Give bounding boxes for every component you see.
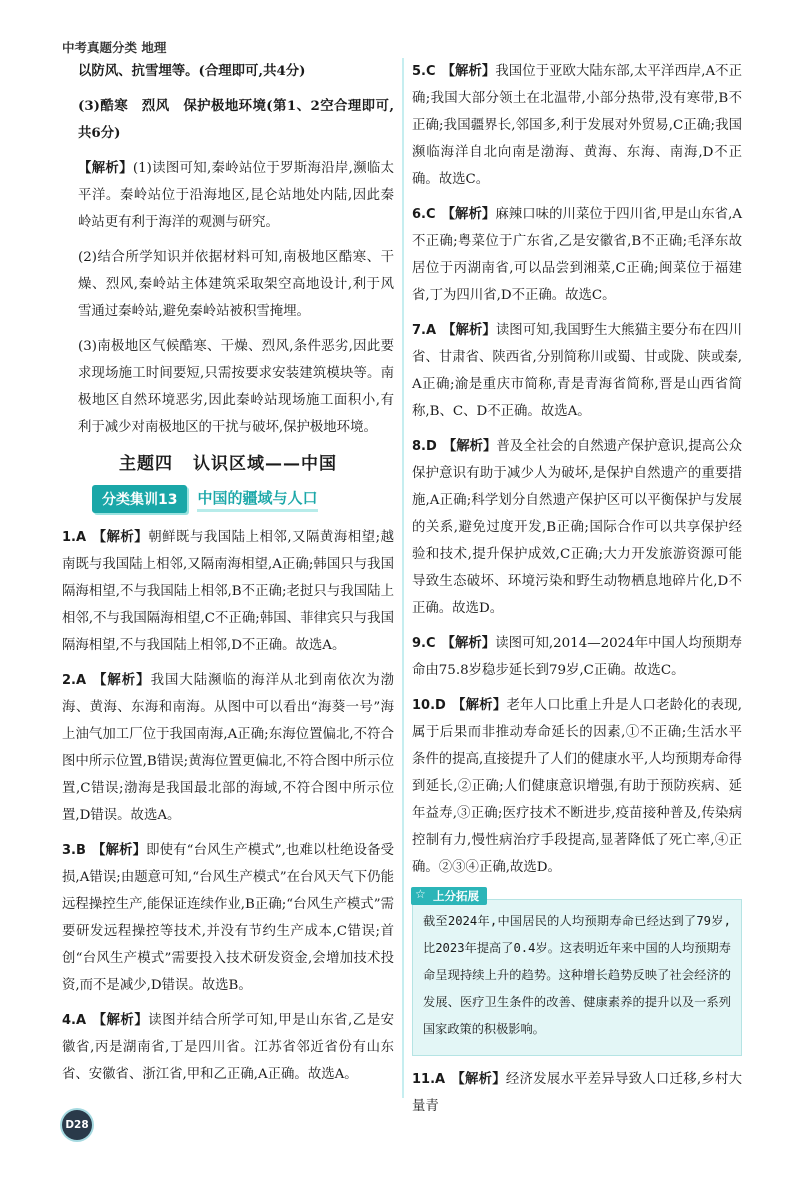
analysis-tag: 【解析】 — [451, 1071, 506, 1087]
question-explanation: 读图并结合所学可知,甲是山东省,乙是安徽省,丙是湖南省,丁是四川省。江苏省邻近省份有山东省、安徽省、浙江省,甲和乙正确,A正确。故选A。 — [62, 1013, 395, 1082]
analysis-tag: 【解析】 — [91, 842, 147, 858]
analysis-paragraph-2: (2)结合所学知识并依据材料可知,南极地区酷寒、干燥、烈风,秦岭站主体建筑采取架空高地设计,利于风雪通过秦岭站,避免秦岭站被积雪掩埋。 — [78, 250, 394, 319]
analysis-tag: 【解析】 — [78, 160, 133, 176]
question-number: 1.A — [62, 530, 87, 545]
question-number: 8.D — [412, 439, 437, 454]
answer-text-2: (3)酷寒 烈风 保护极地环境(第1、2空合理即可,共6分) — [78, 98, 394, 141]
question-explanation: 普及全社会的自然遗产保护意识,提高公众保护意识有助于减少人为破坏,是保护自然遗产的重要措施,A正确;科学划分自然遗产保护区可以平衡保护与发展的关系,避免过度开发,B正确;国际合作可以共享保护经验和技术,提升保护成效,C正确;大力开发旅游资源可能导致生态破坏、环境污染和野生动物栖息地碎片化,D不正确。故选D。 — [412, 439, 742, 616]
analysis-tag: 【解析】 — [441, 635, 496, 651]
analysis-tag: 【解析】 — [92, 1012, 149, 1028]
extension-note-box — [412, 887, 742, 1056]
topic-number: 主题四 — [119, 454, 173, 474]
running-header: 中考真题分类 地理 — [62, 40, 167, 55]
question-item — [412, 317, 742, 425]
question-number: 7.A — [412, 323, 437, 338]
extension-note-label — [411, 887, 487, 905]
answer-text-1: 以防风、抗雪埋等。(合理即可,共4分) — [78, 63, 306, 79]
right-column — [412, 58, 742, 1128]
question-number: 4.A — [62, 1013, 87, 1028]
analysis-tag: 【解析】 — [442, 322, 496, 338]
topic-title — [62, 449, 394, 474]
question-item — [412, 201, 742, 309]
extension-note-label-text: 上分拓展 — [433, 889, 479, 903]
question-explanation: 读图可知,我国野生大熊猫主要分布在四川省、甘肃省、陕西省,分别简称川或蜀、甘或陇、陕或秦,A正确;渝是重庆市简称,青是青海省简称,晋是山西省简称,B、C、D不正确。故选A。 — [412, 323, 743, 419]
question-number: 2.A — [62, 673, 87, 688]
question-item — [412, 433, 742, 622]
question-number: 11.A — [412, 1072, 446, 1087]
analysis-text: (1)读图可知,秦岭站位于罗斯海沿岸,濒临太平洋。秦岭站位于沿海地区,昆仑站地处内陆,因此秦岭站更有利于海洋的观测与研究。 — [78, 161, 395, 230]
question-number: 5.C — [412, 64, 436, 79]
analysis-paragraph-1 — [62, 155, 394, 236]
question-item — [62, 524, 394, 659]
analysis-tag: 【解析】 — [92, 529, 149, 545]
question-number: 10.D — [412, 698, 446, 713]
question-item — [62, 837, 394, 999]
question-explanation: 我国位于亚欧大陆东部,太平洋西岸,A不正确;我国大部分领土在北温带,小部分热带,没有寒带,B不正确;我国疆界长,邻国多,利于发展对外贸易,C正确;我国濒临海洋自北向南是渤海、黄海、东海、南海,D不正确。故选C。 — [412, 64, 742, 187]
question-number: 3.B — [62, 843, 86, 858]
question-item — [412, 58, 742, 193]
left-column — [62, 58, 394, 1096]
section-banner — [92, 484, 394, 514]
question-item — [62, 667, 394, 829]
analysis-tag: 【解析】 — [441, 63, 496, 79]
extension-note-text: 截至2024年,中国居民的人均预期寿命已经达到了79岁,比2023年提高了0.4岁。这表明近年来中国的人均预期寿命呈现持续上升的趋势。这种增长趋势反映了社会经济的发展、医疗卫生条件的改善、健康素养的提升以及一系列国家政策的积极影响。 — [423, 914, 731, 1036]
question-explanation: 我国大陆濒临的海洋从北到南依次为渤海、黄海、东海和南海。从图中可以看出“海葵一号”海上油气加工厂位于我国南海,A正确;东海位置偏北,不符合图中所示位置,B错误;黄海位置更偏北,不符合图中所示位置,C错误;渤海是我国最北部的海域,不符合图中所示位置,D错误。故选A。 — [62, 673, 395, 823]
question-number: 6.C — [412, 207, 436, 222]
question-item — [412, 1066, 742, 1120]
analysis-tag: 【解析】 — [442, 438, 497, 454]
question-explanation: 读图可知,2014—2024年中国人均预期寿命由75.8岁稳步延长到79岁,C正确。故选C。 — [412, 636, 742, 678]
question-item — [62, 1007, 394, 1088]
question-explanation: 朝鲜既与我国陆上相邻,又隔黄海相望;越南既与我国陆上相邻,又隔南海相望,A正确;韩国只与我国隔海相望,不与我国陆上相邻,B不正确;老挝只与我国陆上相邻,不与我国隔海相望,C不正确;韩国、菲律宾只与我国隔海相望,不与我国陆上相邻,D不正确。故选A。 — [62, 530, 394, 653]
question-explanation: 即使有“台风生产模式”,也难以杜绝设备受损,A错误;由题意可知,“台风生产模式”在台风天气下仍能远程操控生产,能保证连续作业,B正确;“台风生产模式”需要研发远程操控等技术,并没有节约生产成本,C错误;首创“台风生产模式”需要投入技术研发资金,会增加技术投资,而不是减少,D错误。故选B。 — [62, 843, 394, 993]
question-explanation: 经济发展水平差异导致人口迁移,乡村大量青 — [412, 1072, 743, 1114]
question-item — [412, 692, 742, 881]
section-number-badge: 分类集训13 — [92, 485, 187, 513]
analysis-paragraph-3: (3)南极地区气候酷寒、干燥、烈风,条件恶劣,因此要求现场施工时间要短,只需按要求安装建筑模块等。南极地区自然环境恶劣,因此秦岭站现场施工面积小,有利于减少对南极地区的干扰与破坏,保护极地环境。 — [78, 339, 394, 435]
question-item — [412, 630, 742, 684]
analysis-tag: 【解析】 — [451, 697, 507, 713]
question-number: 9.C — [412, 636, 436, 651]
analysis-tag: 【解析】 — [92, 672, 151, 688]
question-explanation: 麻辣口味的川菜位于四川省,甲是山东省,A不正确;粤菜位于广东省,乙是安徽省,B不正确;毛泽东故居位于丙湖南省,可以品尝到湘菜,C正确;闽菜位于福建省,丁为四川省,D不正确。故选C。 — [412, 207, 742, 303]
column-divider — [402, 58, 404, 1098]
section-title: 中国的疆域与人口 — [197, 487, 317, 512]
analysis-tag: 【解析】 — [441, 206, 496, 222]
topic-name: 认识区域——中国 — [193, 454, 337, 474]
star-icon: ☆ — [415, 887, 426, 901]
question-explanation: 老年人口比重上升是人口老龄化的表现,属于后果而非推动寿命延长的因素,①不正确;生活水平条件的提高,直接提升了人们的健康水平,人均预期寿命得到延长,②正确;人们健康意识增强,有助于预防疾病、延年益寿,③正确;医疗技术不断进步,疫苗接种普及,传染病控制有力,慢性病治疗手段提高,显著降低了死亡率,④正确。②③④正确,故选D。 — [412, 698, 742, 875]
page-number-badge: D28 — [62, 1110, 92, 1140]
